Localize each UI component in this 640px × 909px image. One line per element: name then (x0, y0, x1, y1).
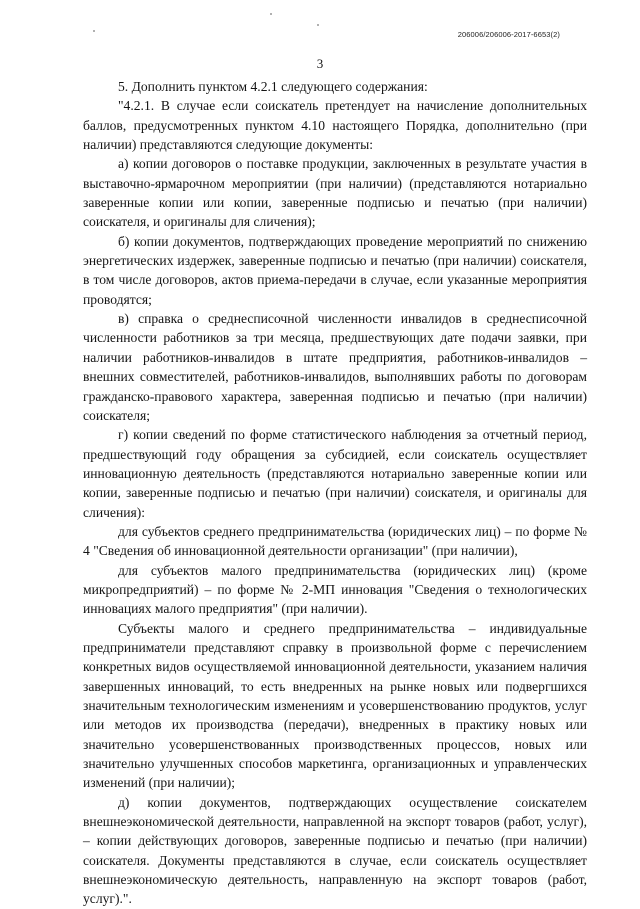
paragraph-item-b: б) копии документов, подтверждающих проведение мероприятий по снижению энергетических издержек, заверенные подписью и печатью (при наличии) соискателя, в том числе договоров, актов приема-передачи в случае, если указанные мероприятия проводятся; (83, 233, 587, 307)
paragraph-individual-entrepreneurs: Субъекты малого и среднего предпринимательства – индивидуальные предприниматели представляют справку в произвольной форме с перечислением конкретных видов осуществляемой инновационной деятельности, указанием наличия завершенных инноваций, то есть внедренных на рынке новых или подвергшихся значительным технологическим изменениям и усовершенствованию продуктов, услуг или методов их производства (передачи), внедренных в практику новых или значительно усовершенствованных производственных процессов, новых или значительно улучшенных способов маркетинга, организационных и управленческих изменений (при наличии); (83, 620, 587, 791)
paragraph-medium-business: для субъектов среднего предпринимательства (юридических лиц) – по форме № 4 "Сведения об инновационной деятельности организации" (при наличии), (83, 523, 587, 559)
scan-speck (93, 30, 95, 32)
paragraph-4-2-1: "4.2.1. В случае если соискатель претендует на начисление дополнительных баллов, предусмотренных пунктом 4.10 настоящего Порядка, дополнительно (при наличии) представляются следующие документы: (83, 98, 587, 153)
paragraph-item-v: в) справка о среднесписочной численности инвалидов в среднесписочной численности работников за три месяца, предшествующих дате подачи заявки, при наличии работников-инвалидов в штате предприятия, работников-инвалидов – внешних совместителей, работников-инвалидов, выполнявших работы по договорам гражданско-правового характера, заверенная подписью и печатью (при наличии) соискателя; (83, 311, 587, 423)
document-id: 206006/206006-2017-6653(2) (457, 30, 560, 39)
paragraph-amendment-intro: 5. Дополнить пунктом 4.2.1 следующего содержания: (118, 79, 428, 94)
scan-speck (270, 13, 272, 15)
paragraph-small-business: для субъектов малого предпринимательства (юридических лиц) (кроме микропредприятий) – по форме № 2-МП инновация "Сведения о технологических инновациях малого предприятия" (при наличии). (83, 562, 587, 617)
paragraph-item-d: д) копии документов, подтверждающих осуществление соискателем внешнеэкономической деятельности, направленной на экспорт товаров (работ, услуг), – копии действующих договоров, заверенные подписью и печатью (при наличии) соискателя. Документы представляются в случае, если соискатель осуществляет внешнеэкономическую деятельность, направленную на экспорт товаров (работ, услуг).". (83, 794, 587, 907)
paragraph-item-g: г) копии сведений по форме статистического наблюдения за отчетный период, предшествующий году обращения за субсидией, если соискатель осуществляет инновационную деятельность (представляются нотариально заверенные копии или копии, заверенные подписью и печатью (при наличии) соискателя, и оригиналы для сличения): (83, 427, 587, 520)
page-number: 3 (316, 56, 324, 71)
document-body (83, 77, 587, 909)
scan-speck (317, 24, 319, 26)
paragraph-item-a: а) копии договоров о поставке продукции, заключенных в результате участия в выставочно-ярмарочном мероприятии (при наличии) (представляются нотариально заверенные копии или копии, заверенные подписью и печатью (при наличии) соискателя, и оригиналы для сличения); (83, 156, 587, 230)
